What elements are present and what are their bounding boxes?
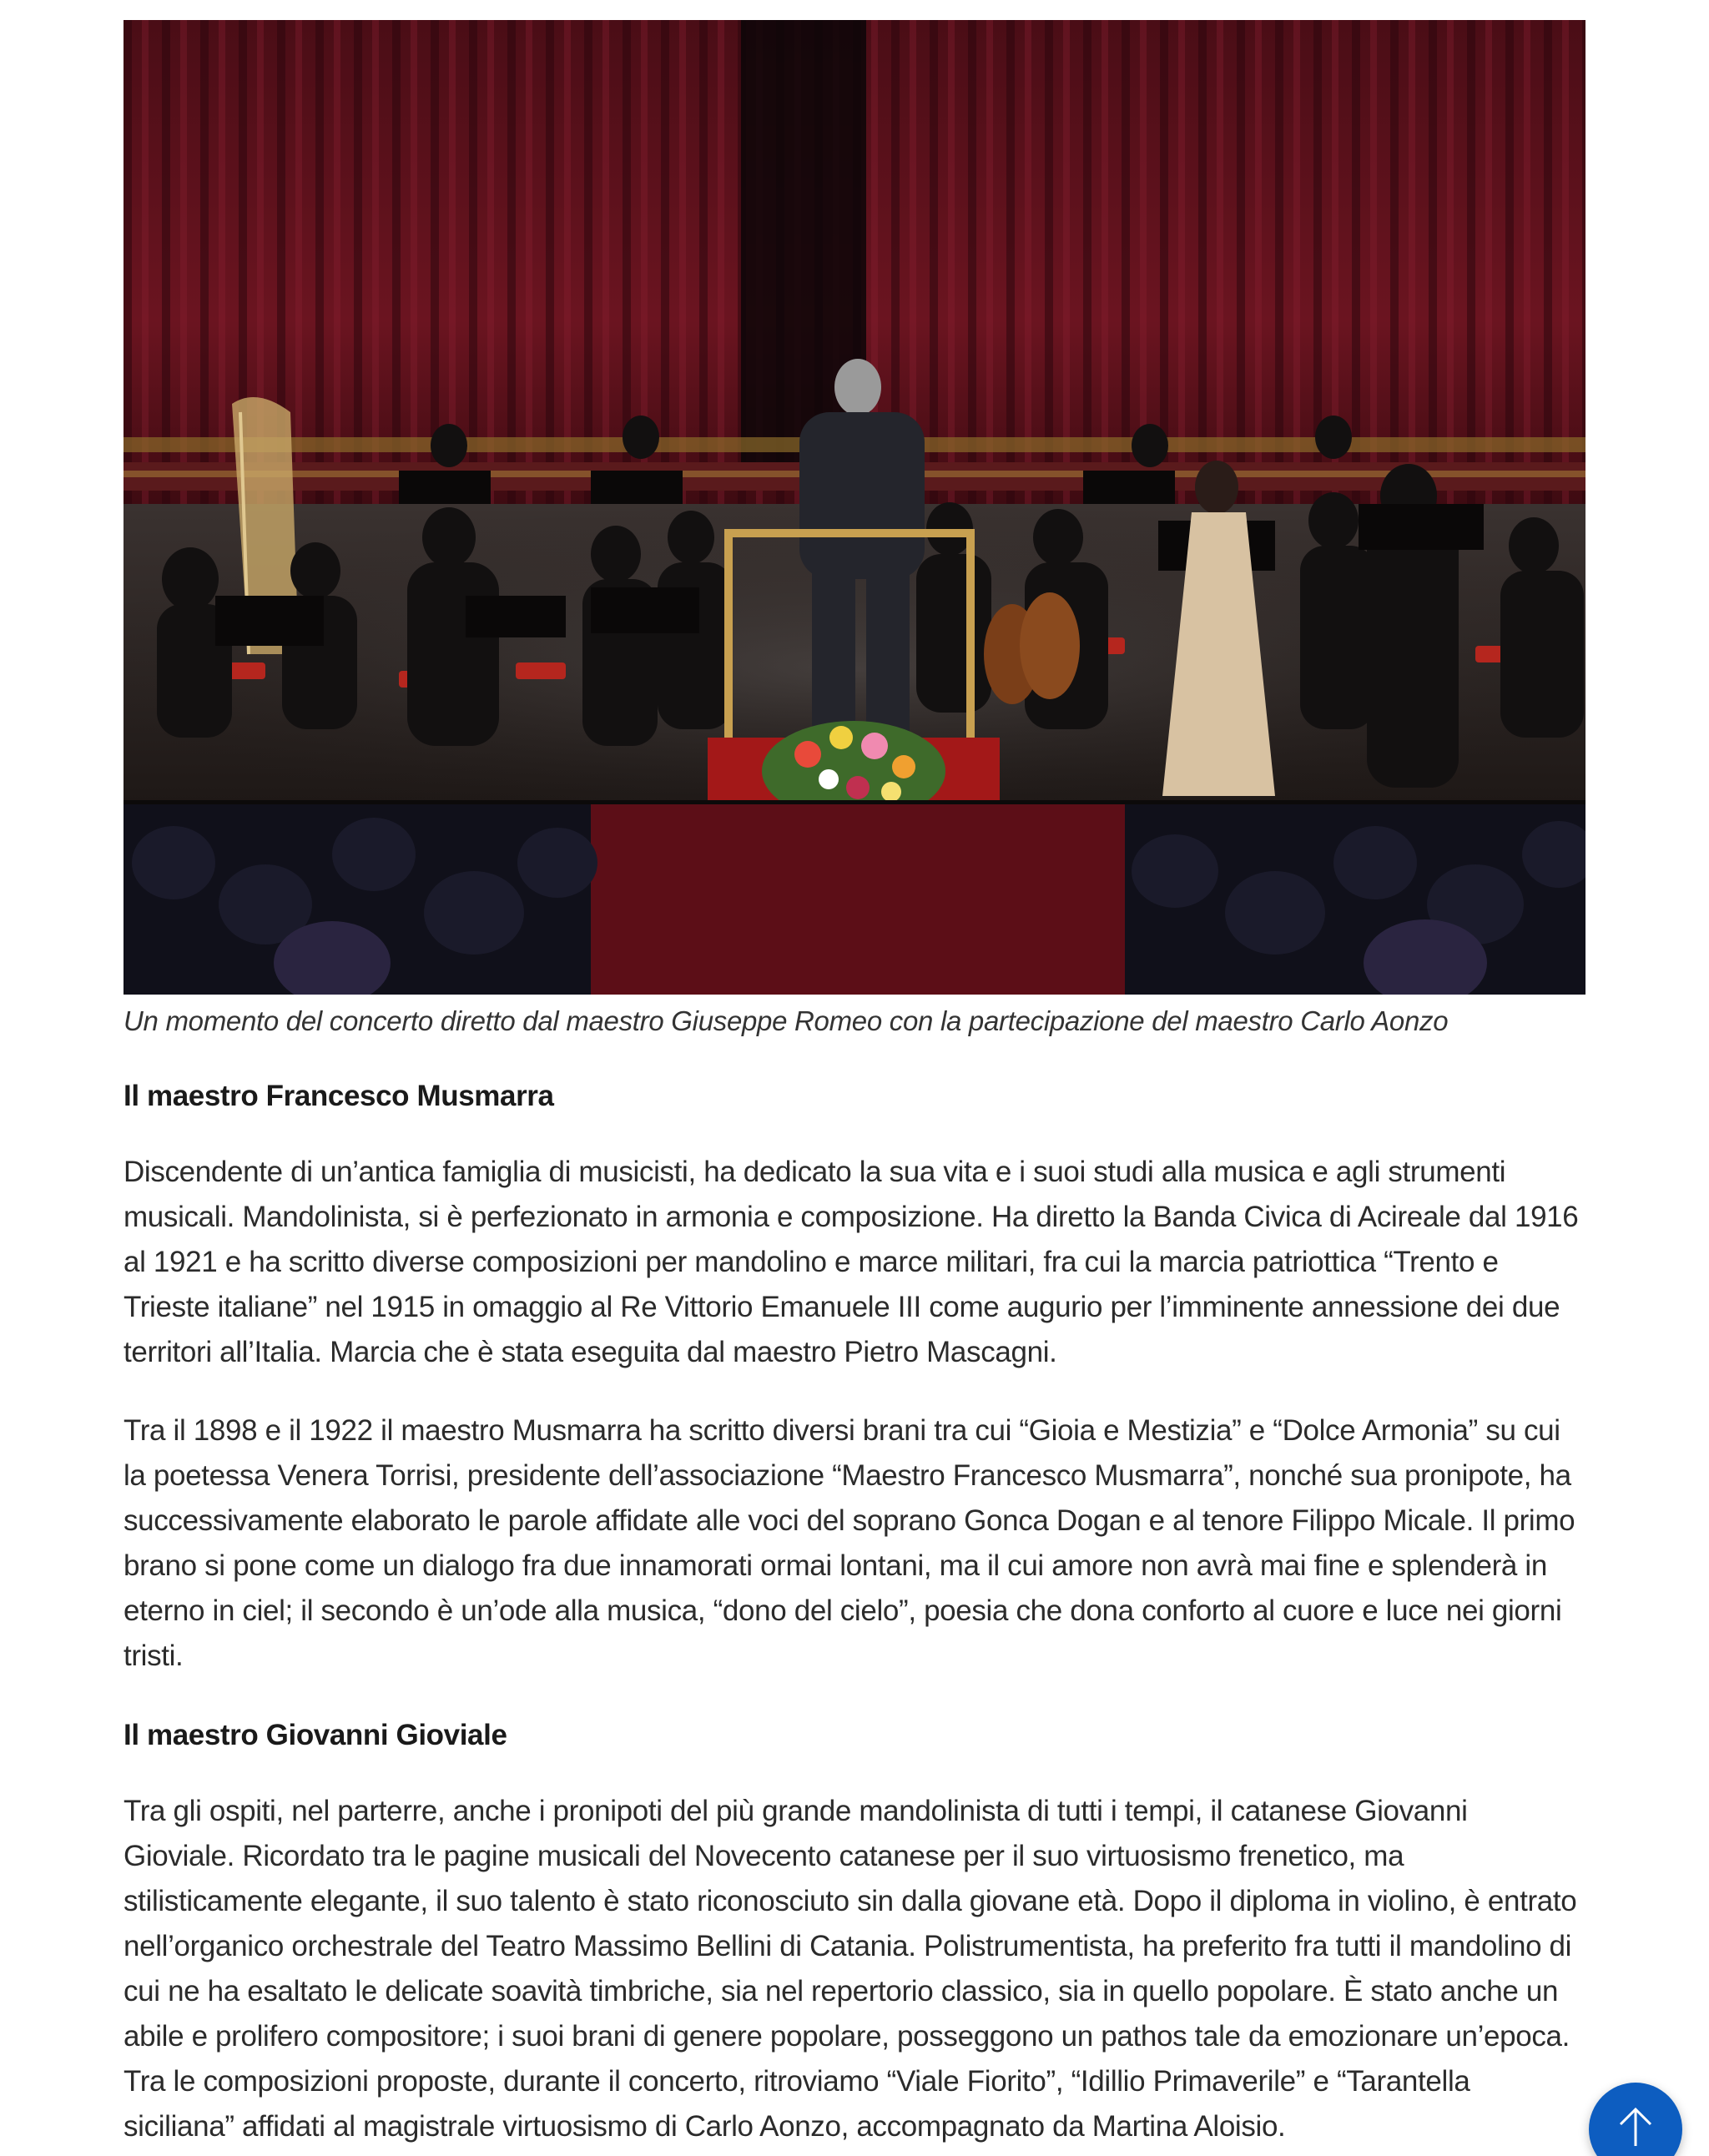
paragraph-musmarra-1: Discendente di un’antica famiglia di musicisti, ha dedicato la sua vita e i suoi studi alla musica e agli strumenti musicali. Mandolinista, si è perfezionato in armonia e composizione. Ha diretto la Banda Civica di Acireale dal 1916 al 1921 e ha scritto diverse composizioni per mandolino e marce militari, fra cui la marcia patriottica “Trento e Trieste italiane” nel 1915 in omaggio al Re Vittorio Emanuele III come augurio per l’imminente annessione dei due territori all’Italia. Marcia che è stata eseguita dal maestro Pietro Mascagni.	[124, 1156, 1579, 1368]
article-body	[124, 20, 1585, 2149]
section-heading-gioviale: Il maestro Giovanni Gioviale	[124, 1719, 507, 1751]
paragraph-gioviale-1: Tra gli ospiti, nel parterre, anche i pronipoti del più grande mandolinista di tutti i tempi, il catanese Giovanni Gioviale. Ricordato tra le pagine musicali del Novecento catanese per il suo virtuosismo frenetico, ma stilisticamente elegante, il suo talento è stato riconosciuto sin dalla giovane età. Dopo il diploma in violino, è entrato nell’organico orchestrale del Teatro Massimo Bellini di Catania. Polistrumentista, ha preferito fra tutti il mandolino di cui ne ha esaltato le delicate soavità timbriche, sia nel repertorio classico, sia in quello popolare. È stato anche un abile e prolifero compositore; i suoi brani di genere popolare, posseggono un pathos tale da emozionare un’epoca. Tra le composizioni proposte, durante il concerto, ritroviamo “Viale Fiorito”, “Idillio Primaverile” e “Tarantella siciliana” affidati al magistrale virtuosismo di Carlo Aonzo, accompagnato da Martina Aloisio.	[124, 1795, 1577, 2143]
section-heading-musmarra: Il maestro Francesco Musmarra	[124, 1080, 554, 1112]
back-to-top-button[interactable]	[1589, 2083, 1682, 2156]
arrow-up-icon	[1617, 2104, 1654, 2149]
concert-photo	[124, 20, 1585, 995]
photo-caption: Un momento del concerto diretto dal maestro Giuseppe Romeo con la partecipazione del maestro Carlo Aonzo	[124, 1005, 1449, 1036]
paragraph-musmarra-2: Tra il 1898 e il 1922 il maestro Musmarra ha scritto diversi brani tra cui “Gioia e Mestizia” e “Dolce Armonia” su cui la poetessa Venera Torrisi, presidente dell’associazione “Maestro Francesco Musmarra”, nonché sua pronipote, ha successivamente elaborato le parole affidate alle voci del soprano Gonca Dogan e al tenore Filippo Micale. Il primo brano si pone come un dialogo fra due innamorati ormai lontani, ma il cui amore non avrà mai fine e splenderà in eterno in ciel; il secondo è un’ode alla musica, “dono del cielo”, poesia che dona conforto al cuore e luce nei giorni tristi.	[124, 1414, 1575, 1672]
